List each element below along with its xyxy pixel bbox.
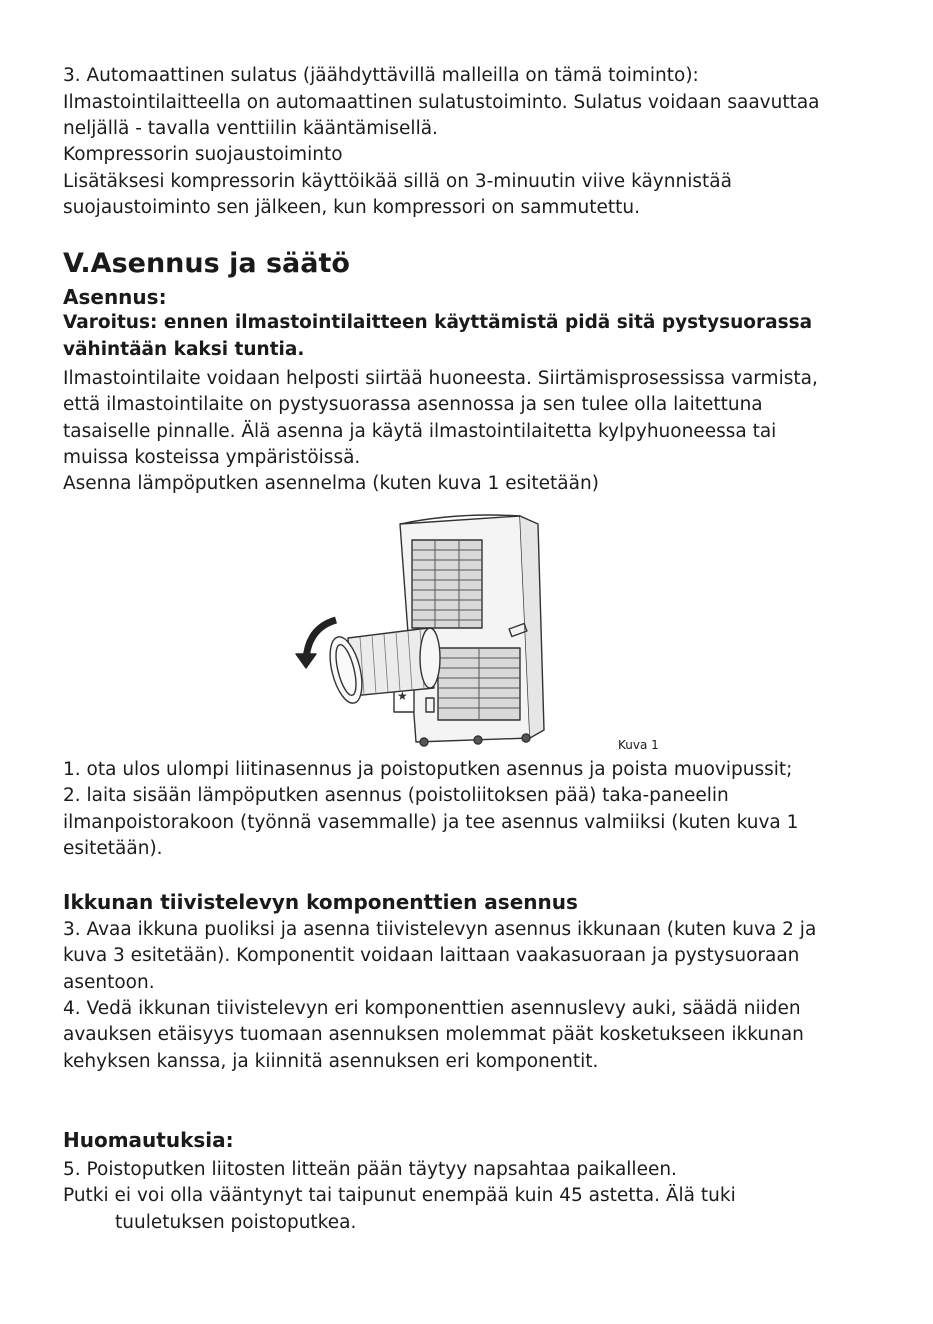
- step-2-line-3: esitetään).: [63, 838, 163, 859]
- asennus-paragraph-line-2: että ilmastointilaite on pystysuorassa asennossa ja sen tulee olla laitettuna: [63, 394, 763, 415]
- step-4-line-3: kehyksen kanssa, ja kiinnitä asennuksen eri komponentit.: [63, 1051, 599, 1072]
- window-seal-heading: Ikkunan tiivistelevyn komponenttien asennus: [63, 890, 578, 914]
- step-4-line-1: 4. Vedä ikkunan tiivistelevyn eri komponenttien asennuslevy auki, säädä niiden: [63, 998, 801, 1019]
- chapter-title: V.Asennus ja säätö: [63, 248, 350, 279]
- section3-line-1: 3. Automaattinen sulatus (jäähdyttävillä malleilla on tämä toiminto):: [63, 65, 699, 86]
- compressor-protection-title: Kompressorin suojaustoiminto: [63, 144, 343, 165]
- step-2-line-1: 2. laita sisään lämpöputken asennus (poistoliitoksen pää) taka-paneelin: [63, 785, 729, 806]
- note-1: 5. Poistoputken liitosten litteän pään täytyy napsahtaa paikalleen.: [63, 1159, 677, 1180]
- figure-caption: Kuva 1: [618, 738, 659, 752]
- svg-text:★: ★: [397, 689, 408, 703]
- section3-line-3: neljällä - tavalla venttiilin kääntämisellä.: [63, 118, 438, 139]
- step-3-line-2: kuva 3 esitetään). Komponentit voidaan laittaan vaakasuoraan ja pystysuoraan: [63, 945, 800, 966]
- step-4-line-2: avauksen etäisyys tuomaan asennuksen molemmat päät kosketukseen ikkunan: [63, 1024, 804, 1045]
- step-3-line-1: 3. Avaa ikkuna puoliksi ja asenna tiivistelevyn asennus ikkunaan (kuten kuva 2 ja: [63, 919, 817, 940]
- section3-line-5: Lisätäksesi kompressorin käyttöikää sillä on 3-minuutin viive käynnistää: [63, 171, 732, 192]
- asennus-heading: Asennus:: [63, 285, 167, 309]
- notes-heading: Huomautuksia:: [63, 1128, 234, 1152]
- asennus-paragraph-line-1: Ilmastointilaite voidaan helposti siirtää huoneesta. Siirtämisprosessissa varmista,: [63, 368, 818, 389]
- air-conditioner-figure: [288, 510, 548, 750]
- asennus-paragraph-line-5: Asenna lämpöputken asennelma (kuten kuva 1 esitetään): [63, 473, 599, 494]
- warning-line-2: vähintään kaksi tuntia.: [63, 339, 305, 360]
- note-2-line-1: Putki ei voi olla vääntynyt tai taipunut enempää kuin 45 astetta. Älä tuki: [63, 1185, 736, 1206]
- asennus-paragraph-line-4: muissa kosteissa ympäristöissä.: [63, 447, 361, 468]
- note-2-line-2: tuuletuksen poistoputkea.: [115, 1212, 357, 1233]
- warning-line-1: Varoitus: ennen ilmastointilaitteen käyttämistä pidä sitä pystysuorassa: [63, 312, 813, 333]
- asennus-paragraph-line-3: tasaiselle pinnalle. Älä asenna ja käytä ilmastointilaitetta kylpyhuoneessa tai: [63, 421, 777, 442]
- step-2-line-2: ilmanpoistorakoon (työnnä vasemmalle) ja tee asennus valmiiksi (kuten kuva 1: [63, 812, 799, 833]
- step-1: 1. ota ulos ulompi liitinasennus ja poistoputken asennus ja poista muovipussit;: [63, 759, 793, 780]
- section3-line-2: Ilmastointilaitteella on automaattinen sulatustoiminto. Sulatus voidaan saavuttaa: [63, 92, 820, 113]
- section3-line-6: suojaustoiminto sen jälkeen, kun kompressori on sammutettu.: [63, 197, 640, 218]
- step-3-line-3: asentoon.: [63, 972, 155, 993]
